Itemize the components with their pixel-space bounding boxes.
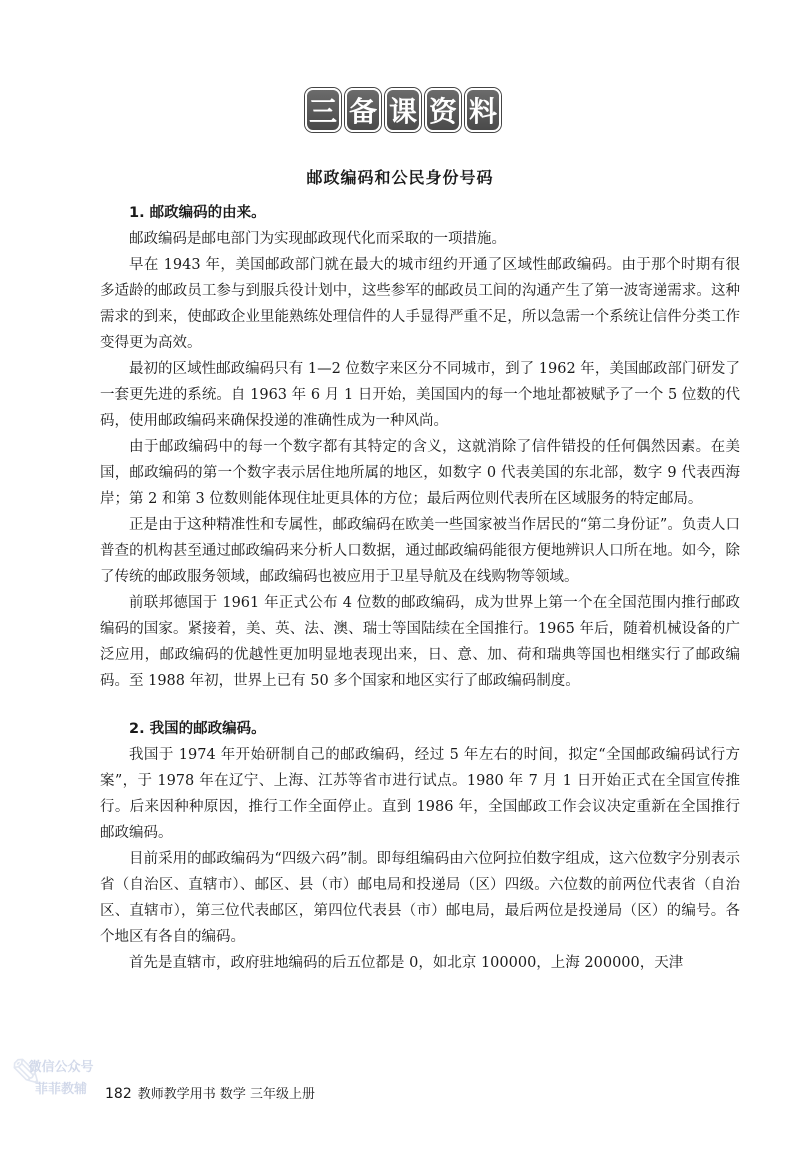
paragraph: 我国于 1974 年开始研制自己的邮政编码，经过 5 年左右的时间，拟定“全国邮政编码试行方案”，于 1978 年在辽宁、上海、江苏等省市进行试点。1980 年 7 月 1 日开始正式在全国宣传推行。后来因种种原因，推行工作全面停止。直到 1986 年，全国邮政工作会议决定重新在全国推行邮政编码。	[100, 747, 740, 841]
article-title: 邮政编码和公民身份号码	[306, 168, 494, 187]
banner-char: 三	[305, 88, 341, 132]
banner-char: 备	[345, 88, 381, 132]
section-spacer	[100, 694, 740, 716]
watermark	[10, 1051, 104, 1117]
section-heading: 1. 邮政编码的由来。	[129, 205, 266, 221]
paragraph: 由于邮政编码中的每一个数字都有其特定的含义，这就消除了信件错投的任何偶然因素。在美国，邮政编码的第一个数字表示居住地所属的地区，如数字 0 代表美国的东北部，数字 9 代表西海岸；第 2 和第 3 位数则能体现住址更具体的方位；最后两位则代表所在区域服务的特定邮局。	[100, 439, 740, 507]
paragraph: 前联邦德国于 1961 年正式公布 4 位数的邮政编码，成为世界上第一个在全国范围内推行邮政编码的国家。紧接着，美、英、法、澳、瑞士等国陆续在全国推行。1965 年后，随着机械设备的广泛应用，邮政编码的优越性更加明显地表现出来，日、意、加、荷和瑞典等国也相继实行了邮政编码。至 1988 年初，世界上已有 50 多个国家和地区实行了邮政编码制度。	[100, 595, 740, 689]
banner-char: 资	[425, 88, 461, 132]
section-heading: 2. 我国的邮政编码。	[129, 721, 266, 737]
book-title: 教师教学用书 数学 三年级上册	[137, 1087, 315, 1102]
watermark-line: 菲菲教辅	[34, 1082, 87, 1097]
banner-char: 课	[385, 88, 421, 132]
section-banner	[305, 88, 501, 130]
banner-char: 料	[465, 88, 501, 132]
paragraph: 最初的区域性邮政编码只有 1—2 位数字来区分不同城市，到了 1962 年，美国邮政部门研发了一套更先进的系统。自 1963 年 6 月 1 日开始，美国国内的每一个地址都被赋予了一个 5 位数的代码，使用邮政编码来确保投递的准确性成为一种风尚。	[100, 361, 740, 429]
paragraph: 首先是直辖市，政府驻地编码的后五位都是 0，如北京 100000，上海 200000，天津	[129, 955, 684, 971]
watermark-line: 微信公众号	[28, 1060, 94, 1075]
feather-icon: ✎	[10, 1051, 44, 1097]
paragraph: 目前采用的邮政编码为“四级六码”制。即每组编码由六位阿拉伯数字组成，这六位数字分别表示省（自治区、直辖市）、邮区、县（市）邮电局和投递局（区）四级。六位数的前两位代表省（自治区、直辖市），第三位代表邮区，第四位代表县（市）邮电局，最后两位是投递局（区）的编号。各个地区有各自的编码。	[100, 851, 740, 945]
paragraph: 早在 1943 年，美国邮政部门就在最大的城市纽约开通了区域性邮政编码。由于那个时期有很多适龄的邮政员工参与到服兵役计划中，这些参军的邮政员工间的沟通产生了第一波寄递需求。这种需求的到来，使邮政企业里能熟练处理信件的人手显得严重不足，所以急需一个系统让信件分类工作变得更为高效。	[100, 257, 740, 351]
article-body	[100, 200, 740, 976]
paragraph: 邮政编码是邮电部门为实现邮政现代化而采取的一项措施。	[129, 231, 506, 247]
page-number: 182	[105, 1086, 132, 1102]
page-footer	[105, 1083, 315, 1102]
paragraph: 正是由于这种精准性和专属性，邮政编码在欧美一些国家被当作居民的“第二身份证”。负责人口普查的机构甚至通过邮政编码来分析人口数据，通过邮政编码能很方便地辨识人口所在地。如今，除了传统的邮政服务领域，邮政编码也被应用于卫星导航及在线购物等领域。	[100, 517, 740, 585]
